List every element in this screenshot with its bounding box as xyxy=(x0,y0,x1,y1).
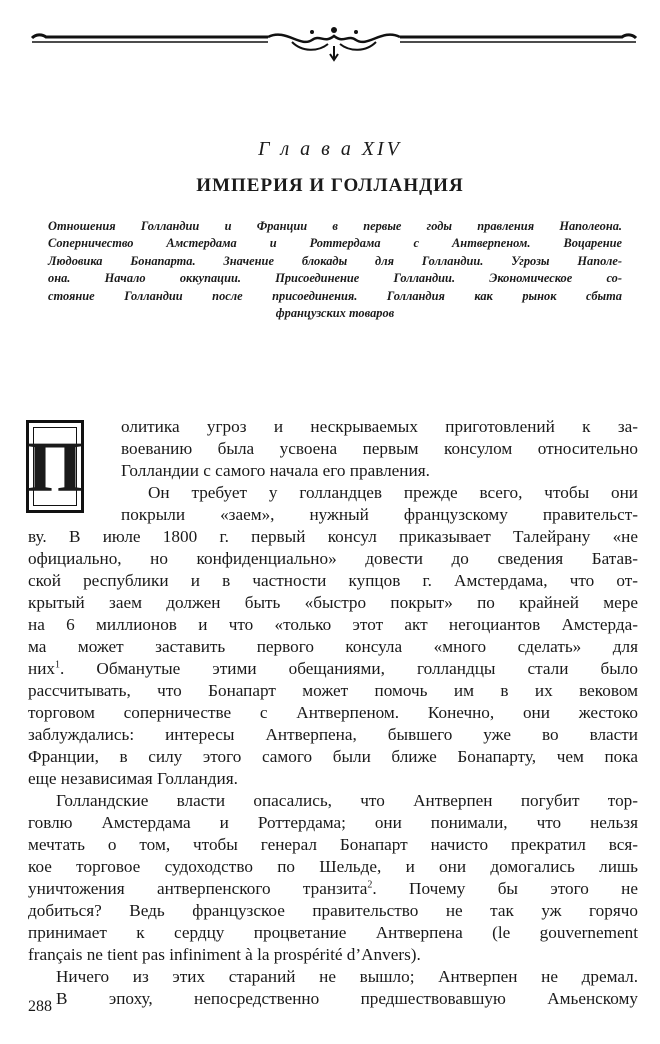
text-line: Голландии с самого начала его правления. xyxy=(121,461,430,480)
text-line: Ничего из этих стараний не вышло; Антверпен не дремал. xyxy=(56,967,638,986)
text-line: покрыли «заем», нужный французскому правительст- xyxy=(121,505,638,524)
summary-line: стояние Голландии после присоединения. Голландия как рынок сбыта xyxy=(48,288,622,303)
text-line: мечтать о том, чтобы генерал Бонапарт начисто прекратил вся- xyxy=(28,835,638,854)
summary-line: Отношения Голландии и Франции в первые годы правления Наполеона. xyxy=(48,219,622,233)
text-line: В эпоху, непосредственно предшествовавшую Амьенскому xyxy=(56,989,638,1008)
footnote-mark: 1 xyxy=(55,659,60,671)
summary-line: она. Начало оккупации. Присоединение Голландии. Экономическое со- xyxy=(48,271,622,286)
text-line: ской республики и в частности купцов г. Амстердама, что от- xyxy=(28,571,638,590)
page-number: 288 xyxy=(28,998,52,1015)
text-line: добиться? Ведь французское правительство не так уж горячо xyxy=(28,901,638,920)
text-fragment: уничтожения антверпенского транзита xyxy=(28,879,368,898)
text-line-with-footnote: уничтожения антверпенского транзита$^2$. Почему бы этого не xyxy=(28,879,638,898)
text-line: олитика угроз и нескрываемых приготовлений к за- xyxy=(121,417,638,436)
text-fragment: них xyxy=(28,659,55,678)
text-line: принимает к сердцу процветание Антверпена (le gouvernement xyxy=(28,923,638,942)
text-line-with-footnote: них$^1$. Обманутые этими обещаниями, голландцы стали было xyxy=(28,659,639,678)
text-line: торговом соперничестве с Антверпеном. Конечно, они жестоко xyxy=(28,703,638,722)
chapter-summary xyxy=(48,218,622,322)
drop-cap-letter: П xyxy=(27,426,84,507)
text-line: еще независимая Голландия. xyxy=(28,769,238,788)
text-line: Франции, в силу этого самого были ближе Бонапарту, чем пока xyxy=(28,747,638,766)
summary-line: французских товаров xyxy=(275,306,395,321)
body-text xyxy=(28,416,638,1010)
text-line: крытый заем должен быть «быстро покрыт» по крайней мере xyxy=(28,593,638,612)
text-line: Голландские власти опасались, что Антверпен погубит тор- xyxy=(56,791,638,810)
text-line: говлю Амстердама и Роттердама; они понимали, что нельзя xyxy=(28,813,638,832)
text-line: кое торговое судоходство по Шельде, и они домогались лишь xyxy=(28,857,638,876)
chapter-heading: Г л а в а XIV xyxy=(258,138,402,160)
text-line: Он требует у голландцев прежде всего, чтобы они xyxy=(148,483,638,502)
text-line: français ne tient pas infiniment à la prospérité d’Anvers). xyxy=(28,945,421,964)
header-ornament xyxy=(28,18,640,64)
text-line: рассчитывать, что Бонапарт может помочь им в их вековом xyxy=(28,681,638,700)
text-line: ма может заставить первого консула «много сделать» для xyxy=(28,637,638,656)
text-line: воеванию была усвоена первым консулом относительно xyxy=(121,439,638,458)
chapter-title: ИМПЕРИЯ И ГОЛЛАНДИЯ xyxy=(196,175,464,196)
text-line: заблуждались: интересы Антверпена, бывшего уже во власти xyxy=(28,725,638,744)
text-line: ву. В июле 1800 г. первый консул приказывает Талейрану «не xyxy=(28,527,638,546)
text-line: официально, но конфиденциально» довести до сведения Батав- xyxy=(28,549,638,568)
footnote-mark: 2 xyxy=(367,879,373,891)
text-fragment: Обманутые этими обещаниями, голландцы стали было xyxy=(96,659,639,678)
text-fragment: Почему бы этого не xyxy=(409,879,638,898)
text-line: на 6 миллионов и что «только этот акт негоциантов Амстерда- xyxy=(28,615,638,634)
summary-line: Людовика Бонапарта. Значение блокады для Голландии. Угрозы Наполе- xyxy=(48,253,622,268)
summary-line: Соперничество Амстердама и Роттердама с Антверпеном. Воцарение xyxy=(48,236,622,251)
